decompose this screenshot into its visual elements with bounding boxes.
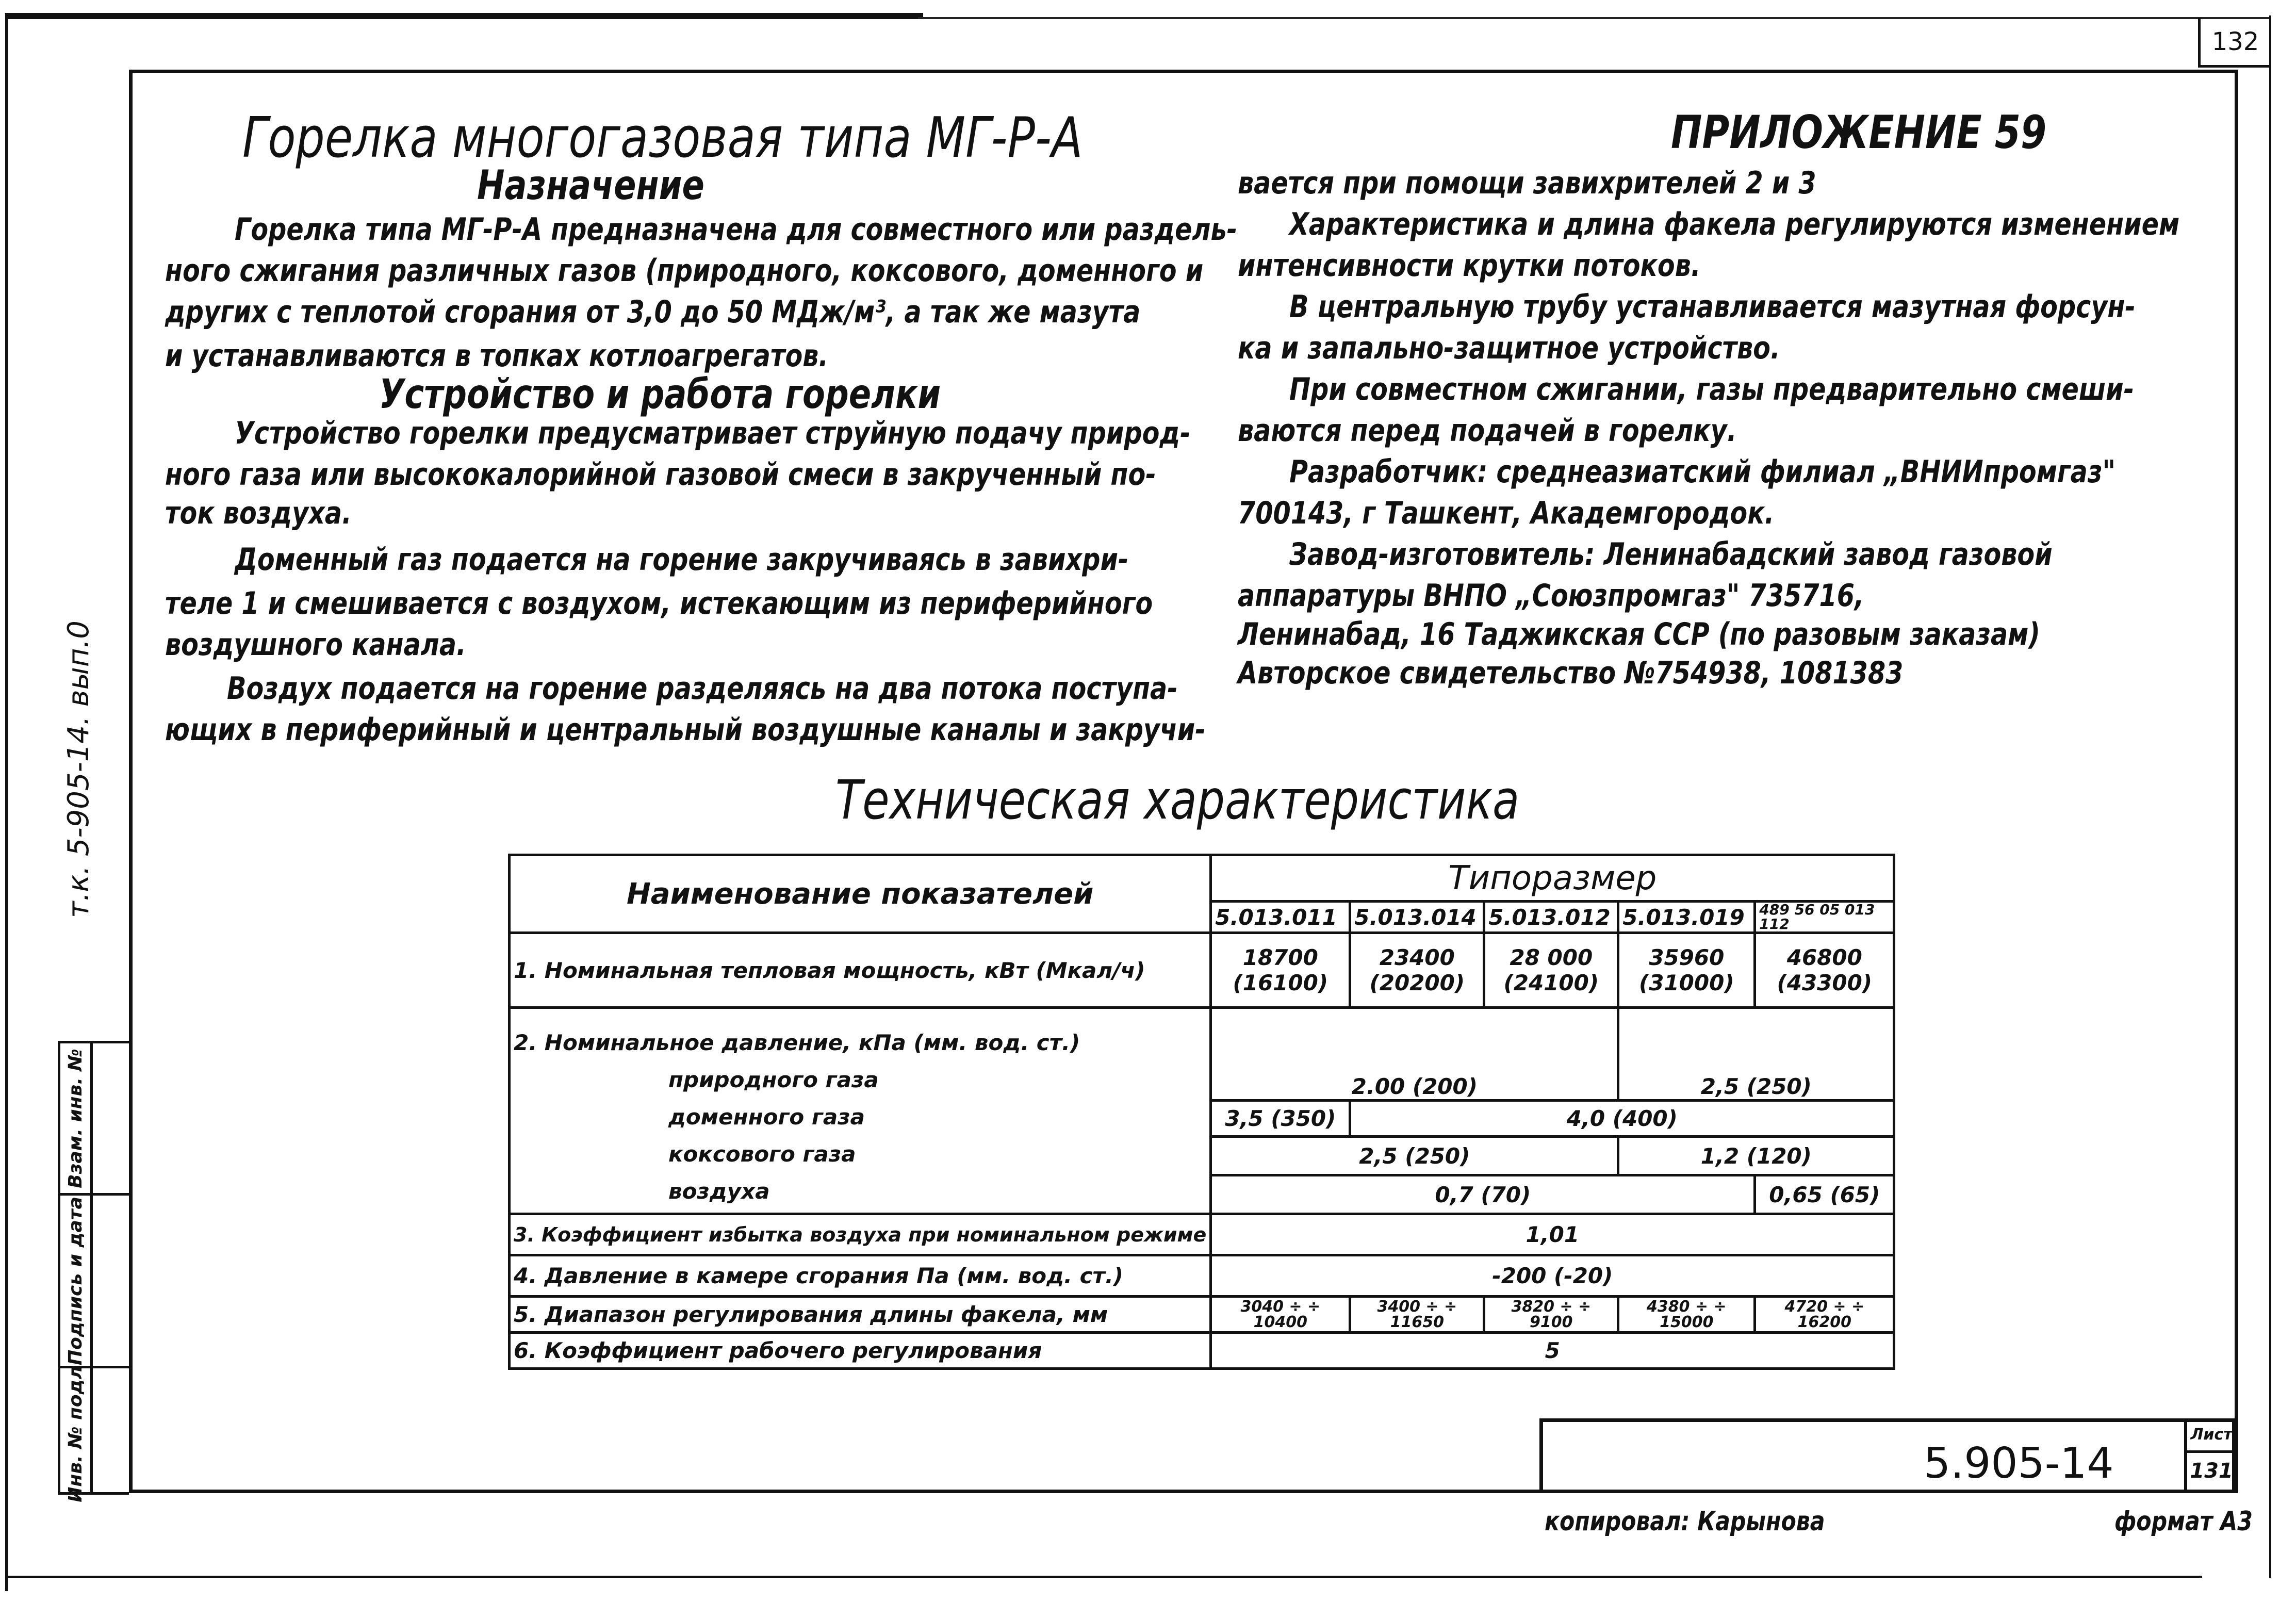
device-line: ного газа или высококалорийной газовой смеси в закрученный по- <box>165 456 1156 493</box>
purpose-line: ного сжигания различных газов (природного, коксового, доменного и <box>165 253 1204 289</box>
value-cell: 2,5 (250) <box>1618 1008 1894 1101</box>
table-row <box>510 1297 1894 1333</box>
tech-title: Техническая характеристика <box>835 769 1520 831</box>
stamp-fields <box>93 1041 129 1495</box>
value-cell: -200 (-20) <box>1211 1255 1894 1297</box>
value-cell: 5 <box>1211 1333 1894 1369</box>
purpose-line: Горелка типа МГ-Р-А предназначена для совместного или раздель- <box>235 211 1238 248</box>
header-name: Наименование показателей <box>510 855 1211 933</box>
stamp-cell: Инв. № подл. <box>64 1358 86 1502</box>
outer-frame-top-right <box>918 17 2269 19</box>
right-line: Завод-изготовитель: Ленинабадский завод газовой <box>1289 536 2053 573</box>
table-row <box>510 1333 1894 1369</box>
value-cell: 2.00 (200) <box>1211 1008 1618 1101</box>
approval-stamp <box>58 1041 93 1502</box>
title-block <box>1539 1418 2236 1493</box>
value-cell: 4,0 (400) <box>1350 1101 1894 1137</box>
value-cell: 3820 ÷ ÷ 9100 <box>1484 1297 1618 1333</box>
spec-table <box>508 854 1895 1370</box>
value-cell: 0,65 (65) <box>1755 1175 1894 1214</box>
value-cell: 46800 (43300) <box>1755 933 1894 1008</box>
right-line: Авторское свидетельство №754938, 1081383 <box>1238 655 1904 691</box>
device-line: воздушного канала. <box>165 627 466 663</box>
header-group: Типоразмер <box>1211 855 1894 902</box>
document-code: 5.905-14 <box>1924 1439 2114 1488</box>
outer-frame-right <box>2269 15 2271 1578</box>
row-label: 5. Диапазон регулирования длины факела, мм <box>510 1297 1211 1333</box>
side-note: т.к. 5-905-14. вып.0 <box>62 620 95 918</box>
purpose-line: других с теплотой сгорания от 3,0 до 50 МДж/м³, а так же мазута <box>165 294 1141 330</box>
value-cell: 3,5 (350) <box>1211 1101 1350 1137</box>
value-cell: 23400 (20200) <box>1350 933 1484 1008</box>
model-cell: 5.013.019 <box>1618 902 1755 933</box>
value-cell: 1,01 <box>1211 1214 1894 1255</box>
right-line: Ленинабад, 16 Таджикская ССР (по разовым заказам) <box>1238 616 2040 652</box>
device-heading: Устройство и работа горелки <box>379 371 941 418</box>
right-line: Разработчик: среднеазиатский филиал „ВНИИпромгаз" <box>1289 454 2116 490</box>
device-line: Воздух подается на горение разделяясь на два потока поступа- <box>227 671 1178 707</box>
model-cell: 489 56 05 013 112 <box>1755 902 1894 933</box>
appendix-label: ПРИЛОЖЕНИЕ 59 <box>1671 106 2047 159</box>
value-cell: 4720 ÷ ÷ 16200 <box>1755 1297 1894 1333</box>
value-cell: 3040 ÷ ÷ 10400 <box>1211 1297 1350 1333</box>
row-label: 3. Коэффициент избытка воздуха при номинальном режиме <box>510 1214 1211 1255</box>
value-cell: 1,2 (120) <box>1618 1137 1894 1175</box>
table-row <box>510 933 1894 1008</box>
purpose-heading: Назначение <box>477 162 704 209</box>
value-cell: 0,7 (70) <box>1211 1175 1755 1214</box>
sheet-box <box>2184 1418 2236 1493</box>
purpose-line: и устанавливаются в топках котлоагрегатов. <box>165 338 829 374</box>
right-line: При совместном сжигании, газы предварительно смеши- <box>1289 371 2135 407</box>
sheet-number: 131 <box>2190 1459 2233 1483</box>
outer-frame-left <box>5 13 8 1591</box>
right-line: аппаратуры ВНПО „Союзпромгаз" 735716, <box>1238 578 1864 614</box>
right-line: ка и запально-защитное устройство. <box>1238 330 1780 366</box>
right-line: интенсивности крутки потоков. <box>1238 248 1701 284</box>
copied-by: копировал: Карынова <box>1545 1506 1825 1537</box>
table-row <box>510 1214 1894 1255</box>
value-cell: 18700 (16100) <box>1211 933 1350 1008</box>
outer-frame-bottom <box>5 1576 2202 1578</box>
right-line: Характеристика и длина факела регулируются изменением <box>1289 206 2180 242</box>
right-line: 700143, г Ташкент, Академгородок. <box>1238 495 1775 531</box>
model-cell: 5.013.012 <box>1484 902 1618 933</box>
value-cell: 3400 ÷ ÷ 11650 <box>1350 1297 1484 1333</box>
device-line: ток воздуха. <box>165 495 352 531</box>
right-line: вается при помощи завихрителей 2 и 3 <box>1238 165 1816 201</box>
page-number: 132 <box>2198 18 2270 68</box>
value-cell: 28 000 (24100) <box>1484 933 1618 1008</box>
outer-frame-top <box>5 13 923 19</box>
paper-format: формат А3 <box>2114 1506 2253 1537</box>
value-cell: 35960 (31000) <box>1618 933 1755 1008</box>
device-line: Устройство горелки предусматривает струйную подачу природ- <box>235 415 1191 451</box>
table-row <box>510 1255 1894 1297</box>
right-line: В центральную трубу устанавливается мазутная форсун- <box>1289 289 2136 325</box>
model-cell: 5.013.011 <box>1211 902 1350 933</box>
table-row <box>510 1008 1894 1101</box>
value-cell: 2,5 (250) <box>1211 1137 1618 1175</box>
row-label: 6. Коэффициент рабочего регулирования <box>510 1333 1211 1369</box>
device-line: теле 1 и смешивается с воздухом, истекающим из периферийного <box>165 585 1153 622</box>
table-header-row <box>510 855 1894 902</box>
model-cell: 5.013.014 <box>1350 902 1484 933</box>
row-label: 2. Номинальное давление, кПа (мм. вод. ст.) природного газа доменного газа коксового газа воздуха <box>510 1008 1211 1214</box>
document-title: Горелка многогазовая типа МГ-Р-А <box>242 106 1083 170</box>
sheet-label: Лист <box>2187 1418 2236 1453</box>
row-label: 1. Номинальная тепловая мощность, кВт (Мкал/ч) <box>510 933 1211 1008</box>
value-cell: 4380 ÷ ÷ 15000 <box>1618 1297 1755 1333</box>
stamp-cell: Подпись и дата <box>60 1196 90 1368</box>
row-label: 4. Давление в камере сгорания Па (мм. вод. ст.) <box>510 1255 1211 1297</box>
right-line: ваются перед подачей в горелку. <box>1238 413 1737 449</box>
stamp-cell: Взам. инв. № <box>60 1043 90 1196</box>
device-line: ющих в периферийный и центральный воздушные каналы и закручи- <box>165 712 1206 748</box>
device-line: Доменный газ подается на горение закручиваясь в завихри- <box>235 542 1129 578</box>
